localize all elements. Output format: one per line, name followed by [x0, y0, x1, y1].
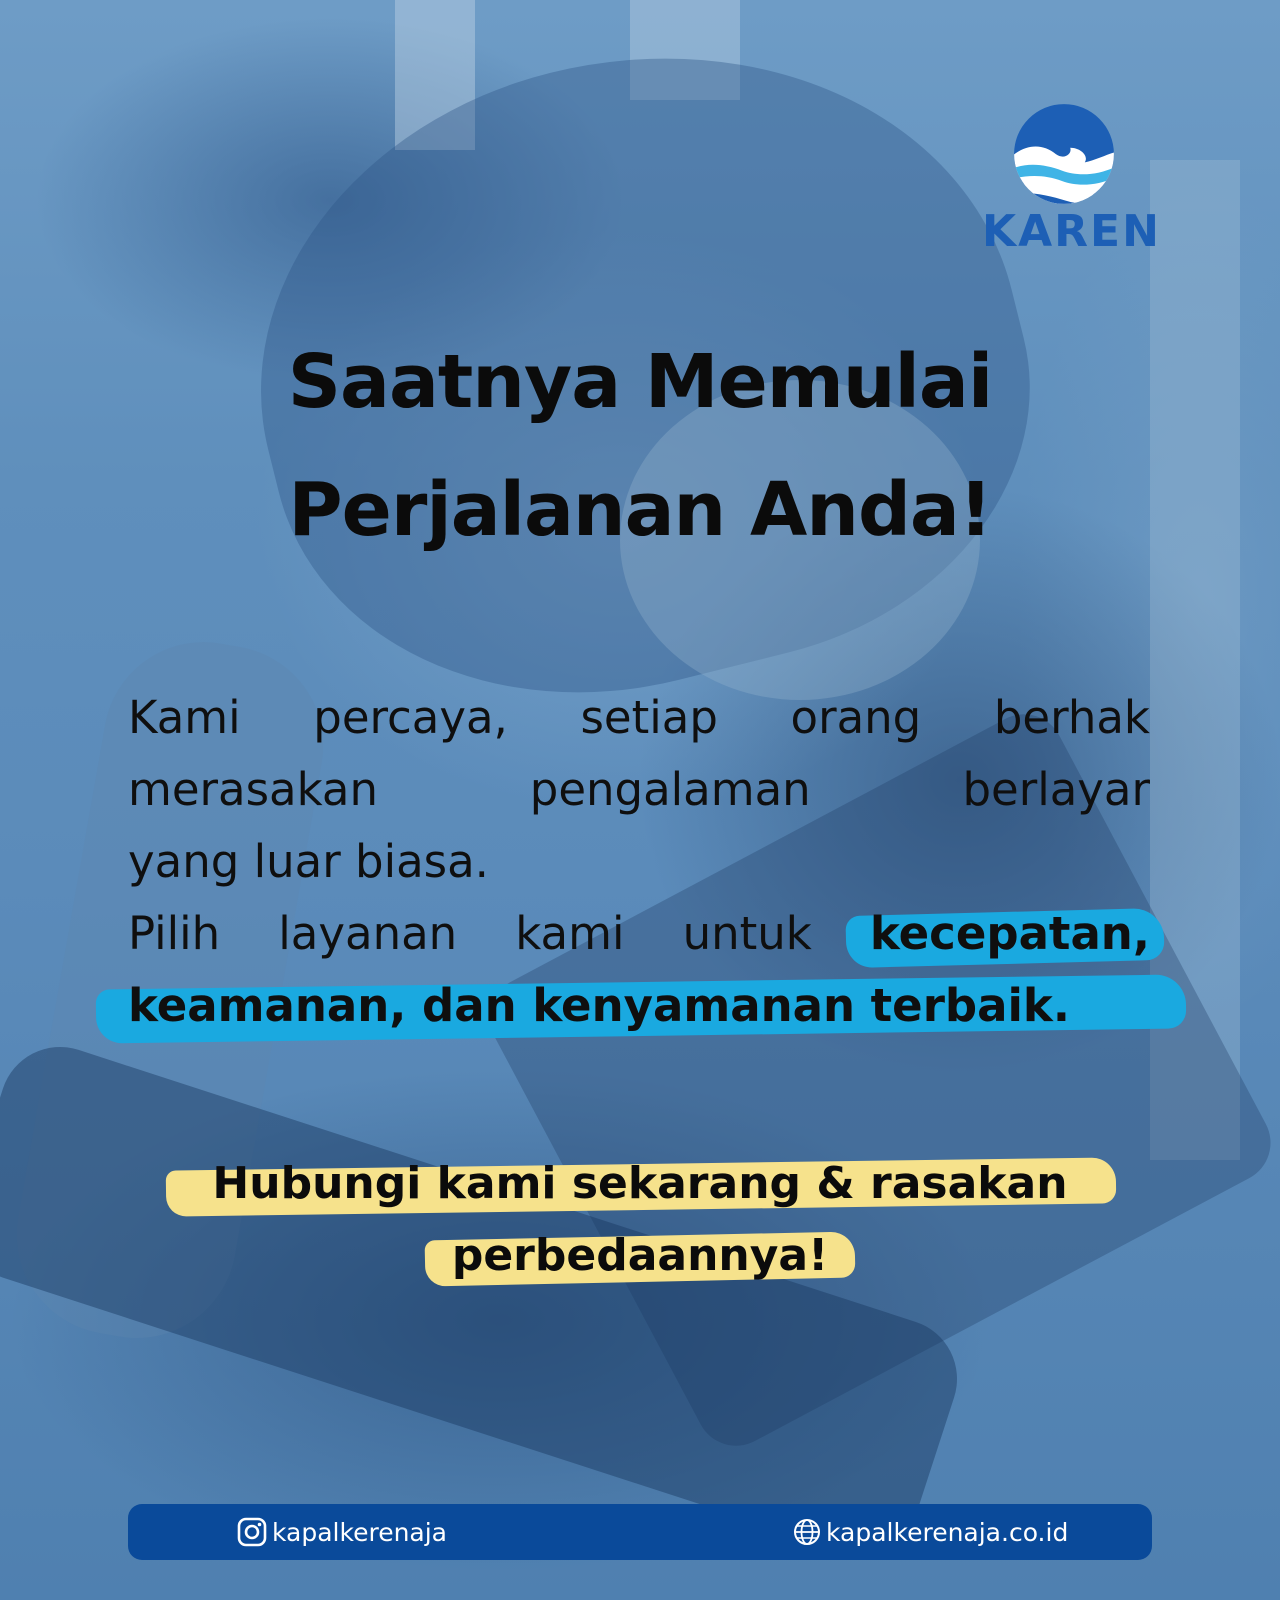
headline-line-2: Perjalanan Anda!: [288, 467, 992, 553]
brand-name: KAREN: [982, 206, 1161, 257]
cta-line-2: [140, 1220, 1140, 1292]
highlighted-phrase: keamanan, dan kenyamanan terbaik.: [128, 979, 1070, 1032]
body-word: Pilih: [128, 907, 221, 960]
instagram-icon: [236, 1516, 268, 1548]
body-line-3-text: yang luar biasa.: [128, 835, 489, 888]
body-paragraph: [128, 682, 1150, 1042]
brand-logo: [982, 100, 1161, 260]
cta-line-1: [140, 1148, 1140, 1220]
headline-line-1: Saatnya Memulai: [287, 339, 993, 425]
call-to-action: [140, 1148, 1140, 1292]
body-line-5: [128, 970, 1150, 1042]
body-word: merasakan: [128, 763, 378, 816]
globe-icon: [792, 1517, 822, 1547]
contact-footer-bar: [128, 1504, 1152, 1560]
headline: [140, 318, 1140, 574]
background-board-silhouette: [0, 1031, 973, 1568]
body-line-4: [128, 898, 1150, 970]
body-word: orang: [790, 691, 922, 744]
body-word: berhak: [993, 691, 1150, 744]
website-link[interactable]: [792, 1504, 1068, 1560]
cta-text-1: Hubungi kami sekarang & rasakan: [212, 1158, 1068, 1209]
instagram-handle: kapalkerenaja: [272, 1517, 447, 1547]
body-word: berlayar: [962, 763, 1150, 816]
body-word: percaya,: [313, 691, 508, 744]
highlighted-word: kecepatan,: [869, 907, 1150, 960]
body-word: setiap: [580, 691, 718, 744]
instagram-link[interactable]: [236, 1504, 447, 1560]
background-pier-post: [395, 0, 475, 150]
background-pier-post: [630, 0, 740, 100]
wave-circle-logo-icon: [1012, 102, 1116, 206]
body-word: untuk: [682, 907, 812, 960]
body-line-3: [128, 826, 1150, 898]
body-word: kami: [515, 907, 625, 960]
website-url: kapalkerenaja.co.id: [826, 1517, 1069, 1547]
body-word: pengalaman: [529, 763, 811, 816]
body-line-1: [128, 682, 1150, 754]
body-word: layanan: [278, 907, 458, 960]
body-word: Kami: [128, 691, 241, 744]
body-line-2: [128, 754, 1150, 826]
cta-text-2: perbedaannya!: [451, 1230, 829, 1281]
